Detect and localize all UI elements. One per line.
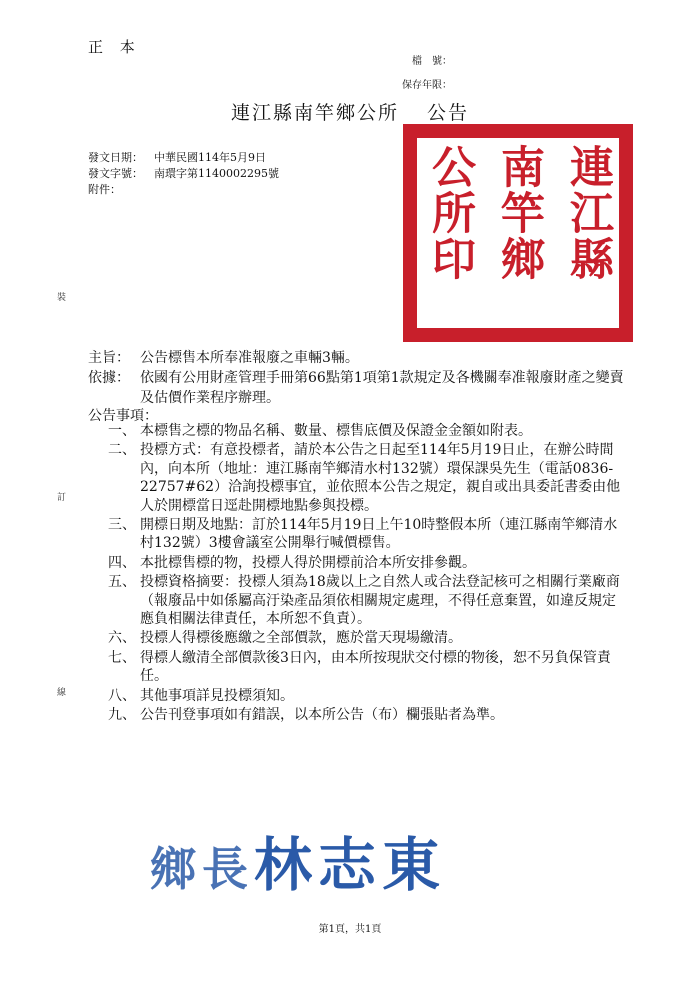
title-org: 連江縣南竿鄉公所 — [230, 102, 399, 124]
file-meta — [400, 50, 452, 98]
item-text: 得標人繳清全部價款後3日內，由本所按現狀交付標的物後，恕不另負保管責任。 — [140, 649, 611, 685]
item-number: 二、 — [108, 442, 136, 459]
official-seal — [403, 124, 633, 342]
list-item — [108, 706, 628, 724]
list-item — [108, 422, 628, 440]
issue-date-value: 中華民國114年5月9日 — [154, 151, 266, 164]
item-text: 投標資格摘要：投標人須為18歲以上之自然人或合法登記核可之相關行業廠商（報廢品中如係屬高汙染產品須依相關規定處理，不得任意棄置，如違反規定應負相關法律責任，本所恕不負責）。 — [140, 574, 620, 628]
list-item — [108, 441, 628, 515]
item-number: 三、 — [108, 517, 136, 534]
file-no-label: 檔 號： — [412, 56, 452, 67]
subject-text: 公告標售本所奉准報廢之車輛3輛。 — [140, 350, 359, 366]
item-number: 九、 — [108, 707, 136, 724]
item-number: 五、 — [108, 574, 136, 591]
item-text: 投標方式：有意投標者，請於本公告之日起至114年5月19日止，在辦公時間內，向本所（地址：連江縣南竿鄉清水村132號）環保課吳先生（電話0836-22757#62）洽詢投標事宜，並依照本公告之規定，親自或出具委託書委由他人於開標當日逕赴開標地點參與投標。 — [140, 442, 621, 514]
list-item — [108, 516, 628, 553]
item-number: 七、 — [108, 649, 136, 666]
item-text: 其他事項詳見投標須知。 — [140, 687, 294, 704]
item-text: 投標人得標後應繳之全部價款，應於當天現場繳清。 — [140, 630, 462, 647]
issue-date-label: 發文日期： — [88, 151, 143, 164]
list-item — [108, 573, 628, 628]
doc-no-label: 發文字號： — [88, 167, 143, 180]
list-item — [108, 629, 628, 647]
seal-col-3: 公所印 — [424, 144, 475, 282]
list-item — [108, 649, 628, 686]
item-text: 本標售之標的物品名稱、數量、標售底價及保證金金額如附表。 — [140, 423, 532, 439]
copy-mark: 正 本 — [88, 38, 141, 56]
seal-inner — [417, 138, 619, 328]
item-number: 四、 — [108, 554, 136, 571]
binding-mark-3: 線 — [57, 688, 67, 698]
list-item — [108, 554, 628, 572]
binding-mark-2: 訂 — [57, 493, 67, 503]
issue-info — [88, 150, 279, 198]
signature-title: 鄉長 — [150, 842, 254, 896]
basis-label: 依據： — [88, 370, 130, 386]
mayor-signature — [150, 818, 446, 902]
notice-items — [108, 422, 628, 726]
item-text: 本批標售標的物，投標人得於開標前洽本所安排參觀。 — [140, 554, 476, 571]
title-type: 公告 — [427, 102, 470, 124]
item-number: 六、 — [108, 630, 136, 647]
item-number: 八、 — [108, 687, 136, 704]
page-number: 第1頁，共1頁 — [318, 924, 382, 935]
item-number: 一、 — [108, 423, 136, 439]
subject-label: 主旨： — [88, 350, 130, 366]
doc-no-value: 南環字第1140002295號 — [154, 167, 279, 180]
page-title — [0, 98, 700, 125]
basis-text: 依國有公用財產管理手冊第66點第1項第1款規定及各機關奉准報廢財產之變賣及估價作業程序辦理。 — [140, 370, 624, 406]
list-item — [108, 687, 628, 705]
item-text: 公告刊登事項如有錯誤，以本所公告（布）欄張貼者為準。 — [140, 707, 504, 724]
attachment-label: 附件： — [88, 183, 121, 196]
notice-heading: 公告事項： — [88, 408, 158, 424]
seal-col-2: 南竿鄉 — [493, 144, 544, 282]
binding-mark-1: 裝 — [57, 293, 67, 303]
signature-name: 林志東 — [254, 831, 447, 899]
retention-label: 保存年限： — [402, 80, 452, 91]
subject-block — [88, 348, 628, 408]
item-text: 開標日期及地點：訂於114年5月19日上午10時整假本所（連江縣南竿鄉清水村132號）3樓會議室公開舉行喊價標售。 — [140, 517, 618, 552]
seal-col-1: 連江縣 — [562, 144, 613, 282]
